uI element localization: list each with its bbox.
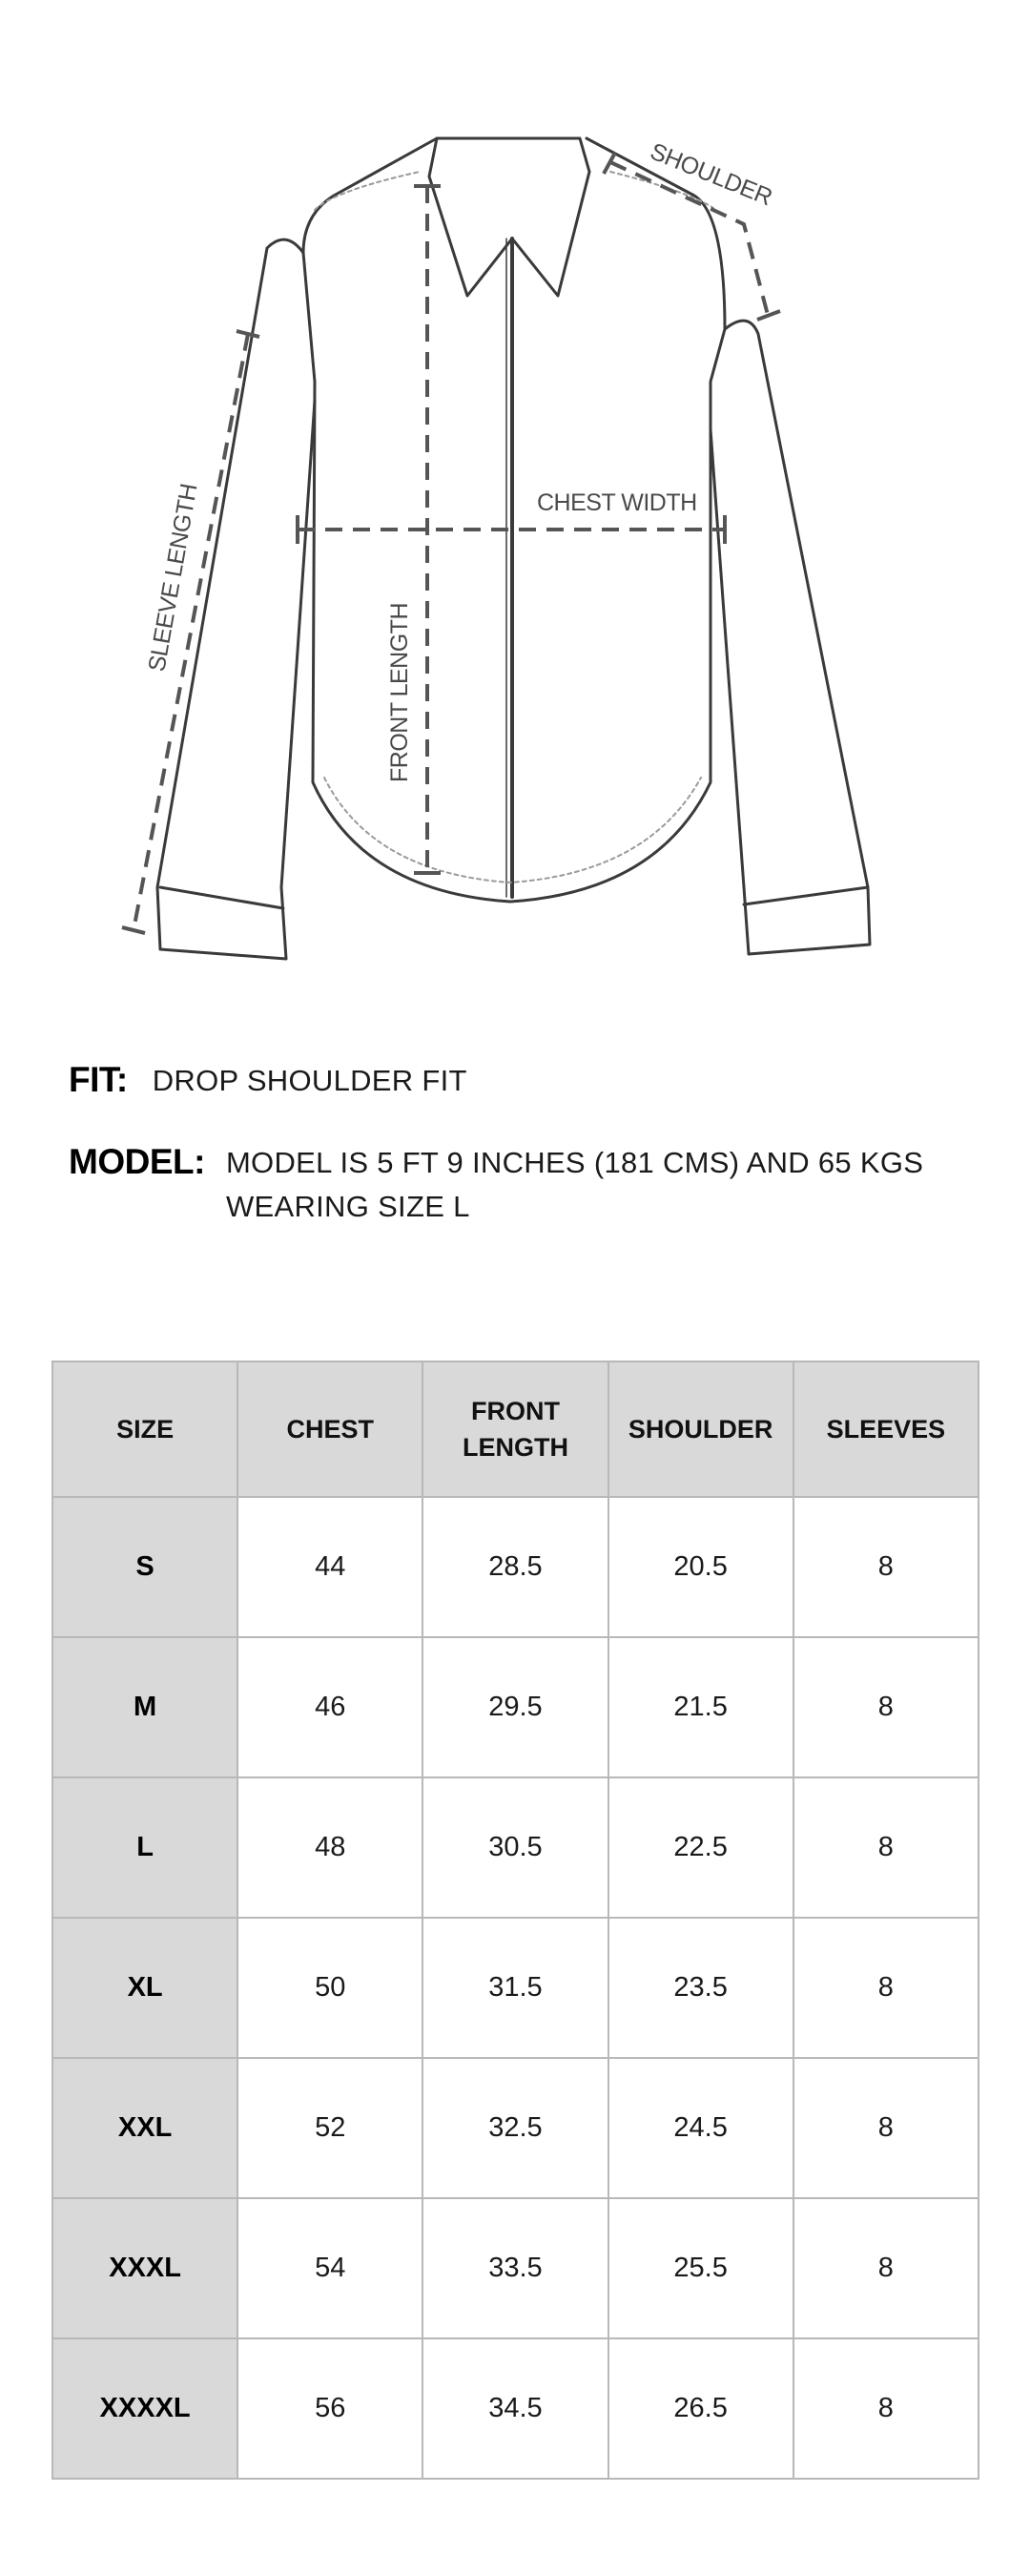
front-length-cell: 33.5 bbox=[422, 2198, 608, 2338]
header-front-length-line1: FRONT bbox=[470, 1397, 560, 1425]
size-cell: XL bbox=[52, 1918, 237, 2058]
size-cell: XXL bbox=[52, 2058, 237, 2198]
chest-cell: 44 bbox=[237, 1497, 422, 1637]
chest-cell: 56 bbox=[237, 2338, 422, 2479]
model-value-line1: MODEL IS 5 FT 9 INCHES (181 CMS) AND 65 KGS bbox=[225, 1146, 924, 1179]
model-info bbox=[69, 1141, 970, 1229]
chest-cell: 48 bbox=[237, 1777, 422, 1918]
model-value bbox=[226, 1141, 970, 1229]
header-size: SIZE bbox=[52, 1361, 237, 1497]
jacket-right-cuff bbox=[744, 887, 868, 904]
table-row bbox=[52, 2058, 978, 2198]
sleeves-cell: 8 bbox=[793, 2058, 978, 2198]
table-row bbox=[52, 2198, 978, 2338]
header-front-length bbox=[422, 1361, 608, 1497]
size-cell: L bbox=[52, 1777, 237, 1918]
table-row bbox=[52, 2338, 978, 2479]
shoulder-cell: 26.5 bbox=[608, 2338, 793, 2479]
jacket-right-sleeve bbox=[711, 321, 870, 954]
header-chest: CHEST bbox=[237, 1361, 422, 1497]
shoulder-cell: 22.5 bbox=[608, 1777, 793, 1918]
model-value-line2: WEARING SIZE L bbox=[225, 1190, 470, 1223]
fit-label: FIT: bbox=[69, 1060, 128, 1099]
front-length-label: FRONT LENGTH bbox=[386, 603, 413, 782]
chest-cell: 46 bbox=[237, 1637, 422, 1777]
jacket-left-cuff bbox=[160, 887, 283, 908]
sleeves-cell: 8 bbox=[793, 2198, 978, 2338]
front-length-cell: 30.5 bbox=[422, 1777, 608, 1918]
front-length-cell: 31.5 bbox=[422, 1918, 608, 2058]
table-row bbox=[52, 1777, 978, 1918]
front-length-cell: 29.5 bbox=[422, 1637, 608, 1777]
sleeves-cell: 8 bbox=[793, 1497, 978, 1637]
chest-cell: 50 bbox=[237, 1918, 422, 2058]
size-cell: XXXL bbox=[52, 2198, 237, 2338]
chest-cell: 52 bbox=[237, 2058, 422, 2198]
front-length-cell: 28.5 bbox=[422, 1497, 608, 1637]
shoulder-cell: 23.5 bbox=[608, 1918, 793, 2058]
model-label: MODEL: bbox=[69, 1142, 205, 1181]
sleeve-length-label: SLEEVE LENGTH bbox=[143, 482, 203, 675]
size-cell: S bbox=[52, 1497, 237, 1637]
shoulder-cell: 21.5 bbox=[608, 1637, 793, 1777]
shoulder-cell: 25.5 bbox=[608, 2198, 793, 2338]
fit-info bbox=[69, 1059, 467, 1103]
header-sleeves: SLEEVES bbox=[793, 1361, 978, 1497]
jacket-measurement-diagram bbox=[0, 0, 1030, 1011]
size-chart-table bbox=[52, 1361, 979, 2480]
table-header-row bbox=[52, 1361, 978, 1497]
table-row bbox=[52, 1918, 978, 2058]
front-length-cell: 34.5 bbox=[422, 2338, 608, 2479]
header-shoulder: SHOULDER bbox=[608, 1361, 793, 1497]
sleeves-cell: 8 bbox=[793, 1637, 978, 1777]
sleeves-cell: 8 bbox=[793, 1918, 978, 2058]
fit-value: DROP SHOULDER FIT bbox=[152, 1064, 467, 1097]
jacket-collar bbox=[429, 138, 589, 296]
size-cell: XXXXL bbox=[52, 2338, 237, 2479]
shoulder-cell: 20.5 bbox=[608, 1497, 793, 1637]
shoulder-label: SHOULDER bbox=[646, 137, 776, 212]
chest-width-label: CHEST WIDTH bbox=[537, 489, 697, 516]
sleeves-cell: 8 bbox=[793, 2338, 978, 2479]
front-length-cell: 32.5 bbox=[422, 2058, 608, 2198]
size-cell: M bbox=[52, 1637, 237, 1777]
shoulder-cell: 24.5 bbox=[608, 2058, 793, 2198]
header-front-length-line2: LENGTH bbox=[462, 1433, 568, 1462]
chest-cell: 54 bbox=[237, 2198, 422, 2338]
sleeves-cell: 8 bbox=[793, 1777, 978, 1918]
table-row bbox=[52, 1497, 978, 1637]
table-row bbox=[52, 1637, 978, 1777]
